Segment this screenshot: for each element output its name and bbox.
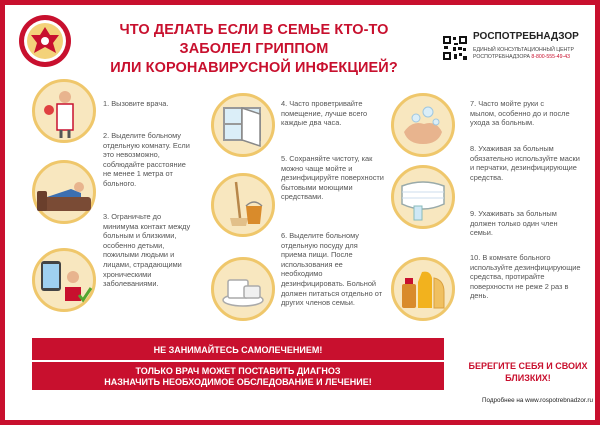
mask-gloves-icon — [391, 165, 455, 229]
poster — [5, 5, 595, 420]
self-treatment-warning — [32, 338, 444, 390]
org-line-1: ЕДИНЫЙ КОНСУЛЬТАЦИОННЫЙ ЦЕНТР — [473, 47, 574, 53]
care-slogan — [465, 360, 591, 384]
step-2: 2. Выделите больному отдельную комнату. Если это невозможно, соблюдайте расстояние не менее 1 метра от больного. — [103, 131, 190, 188]
org-hotline — [473, 47, 593, 60]
disinfectant-icon — [391, 257, 455, 321]
dishes-icon — [211, 257, 275, 321]
step-9: 9. Ухаживать за больным должен только один член семьи. — [470, 209, 558, 238]
banner-line-2: НАЗНАЧИТЬ НЕОБХОДИМОЕ ОБСЛЕДОВАНИЕ И ЛЕЧЕНИЕ! — [104, 377, 372, 387]
care-line-1: БЕРЕГИТЕ СЕБЯ И СВОИХ — [468, 361, 588, 371]
step-5: 5. Сохраняйте чистоту, как можно чаще мойте и дезинфицируйте поверхности бытовыми моющими средствами. — [281, 154, 384, 202]
mop-bucket-icon — [211, 173, 275, 237]
qr-code-icon — [442, 35, 468, 61]
title-line-2: ИЛИ КОРОНАВИРУСНОЙ ИНФЕКЦИЕЙ? — [110, 60, 398, 76]
org-phone: 8-800-555-49-43 — [531, 53, 571, 60]
step-8: 8. Ухаживая за больным обязательно используйте маски и перчатки, дезинфицирующие средства. — [470, 144, 580, 182]
care-line-2: БЛИЗКИХ! — [505, 373, 551, 383]
doctor-icon — [32, 79, 96, 143]
website-link: Подробнее на www.rospotrebnadzor.ru — [481, 397, 593, 404]
banner-doctor-notice — [32, 366, 444, 388]
sick-person-sofa-icon — [32, 160, 96, 224]
banner-line-1: ТОЛЬКО ВРАЧ МОЖЕТ ПОСТАВИТЬ ДИАГНОЗ — [135, 366, 341, 376]
banner-warning: НЕ ЗАНИМАЙТЕСЬ САМОЛЕЧЕНИЕМ! — [32, 338, 444, 362]
page-title — [89, 21, 419, 78]
rospotrebnadzor-emblem — [17, 13, 73, 69]
org-name: РОСПОТРЕБНАДЗОР — [473, 31, 579, 42]
open-window-icon — [211, 93, 275, 157]
title-line-1: ЧТО ДЕЛАТЬ ЕСЛИ В СЕМЬЕ КТО-ТО ЗАБОЛЕЛ ГРИППОМ — [119, 22, 389, 57]
hand-washing-icon — [391, 93, 455, 157]
org-line-2: РОСПОТРЕБНАДЗОРА — [473, 53, 530, 60]
step-1: 1. Вызовите врача. — [103, 99, 169, 108]
step-10: 10. В комнате больного используйте дезинфицирующие средства, протирайте поверхности не реже 2 раз в день. — [470, 253, 581, 301]
step-3: 3. Ограничьте до минимума контакт между больным и близкими, особенно детьми, пожилыми людьми и лицами, страдающими хроническими заболеваниями. — [103, 212, 191, 289]
step-7: 7. Часто мойте руки с мылом, особенно до и после ухода за больным. — [470, 99, 570, 128]
phone-contact-icon — [32, 248, 96, 312]
step-6: 6. Выделите больному отдельную посуду для приема пищи. После использования ее необходимо дезинфицировать. Больной должен питаться отдельно от других членов семьи. — [281, 231, 383, 308]
step-4: 4. Часто проветривайте помещение, лучше всего каждые два часа. — [281, 99, 368, 128]
